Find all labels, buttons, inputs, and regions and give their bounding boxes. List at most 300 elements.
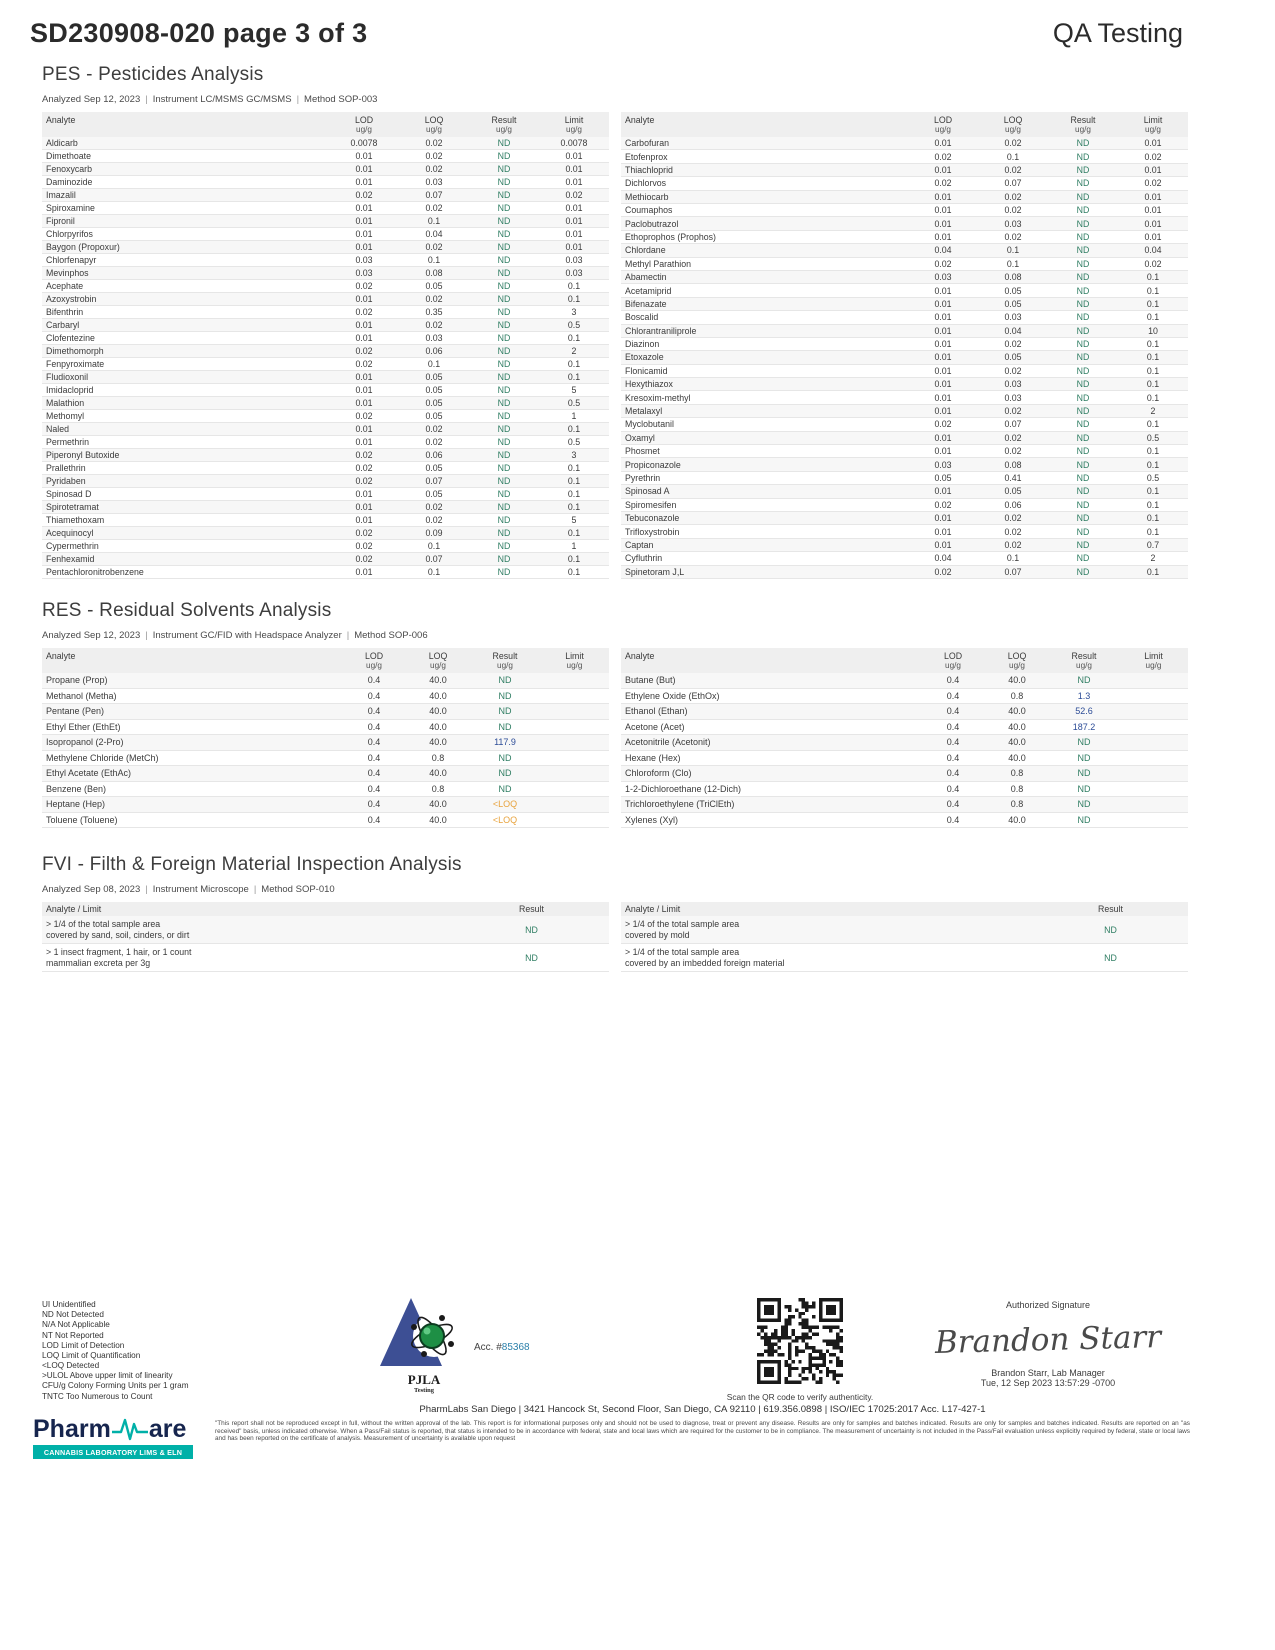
loq-value: 0.8 — [985, 781, 1049, 797]
result-value: ND — [1049, 766, 1119, 782]
limit-value: 0.1 — [1118, 284, 1188, 297]
pesticides-table-left — [42, 112, 609, 579]
result-value: ND — [1049, 781, 1119, 797]
limit-value — [1119, 719, 1188, 735]
table-row — [42, 488, 609, 501]
analyte-name: Benzene (Ben) — [42, 781, 342, 797]
analyte-name: Fenhexamid — [42, 553, 329, 566]
lod-value: 0.01 — [908, 404, 978, 417]
lod-value: 0.01 — [908, 485, 978, 498]
result-value: ND — [469, 345, 539, 358]
limit-value: 0.1 — [1118, 391, 1188, 404]
filth-table-left — [42, 902, 609, 972]
table-row — [621, 378, 1188, 391]
loq-value: 0.02 — [399, 241, 469, 254]
lod-value: 0.01 — [329, 501, 399, 514]
limit-value — [1119, 766, 1188, 782]
table-row — [621, 781, 1188, 797]
table-row — [42, 202, 609, 215]
table-row — [621, 538, 1188, 551]
loq-value: 40.0 — [406, 766, 470, 782]
table-row — [42, 332, 609, 345]
table-row — [42, 384, 609, 397]
analyte-name: Acetone (Acet) — [621, 719, 921, 735]
table-row — [621, 337, 1188, 350]
table-row — [621, 673, 1188, 688]
lod-value: 0.02 — [329, 462, 399, 475]
loq-value: 0.1 — [978, 150, 1048, 163]
divider — [140, 884, 152, 895]
table-row — [42, 228, 609, 241]
filth-table-right — [621, 902, 1188, 972]
analyte-name: Chloroform (Clo) — [621, 766, 921, 782]
analyte-name: Oxamyl — [621, 431, 908, 444]
result-value: ND — [469, 553, 539, 566]
table-row — [621, 812, 1188, 828]
lod-value: 0.02 — [329, 475, 399, 488]
lod-value: 0.02 — [908, 498, 978, 511]
table-row — [42, 150, 609, 163]
limit-value — [1119, 812, 1188, 828]
signature-handwriting: Brandon Starr — [934, 1319, 1162, 1361]
limit-value — [540, 704, 609, 720]
limit-value: 0.1 — [1118, 337, 1188, 350]
lod-value: 0.01 — [329, 293, 399, 306]
limit-value: 0.1 — [539, 462, 609, 475]
loq-value: 0.05 — [399, 462, 469, 475]
analyte-name: Toluene (Toluene) — [42, 812, 342, 828]
table-row — [621, 445, 1188, 458]
result-value: ND — [454, 944, 609, 972]
loq-value: 0.07 — [399, 189, 469, 202]
analyte-name: Pyrethrin — [621, 471, 908, 484]
result-value: ND — [469, 410, 539, 423]
lod-value: 0.4 — [342, 797, 406, 813]
lod-value: 0.01 — [908, 391, 978, 404]
col-result: Result ug/g — [469, 112, 539, 137]
loq-value: 0.08 — [978, 458, 1048, 471]
table-row — [621, 471, 1188, 484]
table-row — [42, 423, 609, 436]
limit-value: 0.01 — [539, 202, 609, 215]
result-value: ND — [469, 527, 539, 540]
result-value: ND — [469, 319, 539, 332]
loq-value: 0.07 — [399, 475, 469, 488]
limit-value: 0.02 — [539, 189, 609, 202]
limit-value — [1119, 781, 1188, 797]
result-value: ND — [454, 916, 609, 944]
analyte-name: Cyfluthrin — [621, 552, 908, 565]
limit-value: 0.1 — [539, 371, 609, 384]
col-analyte: Analyte — [42, 648, 342, 673]
result-value: ND — [1048, 217, 1118, 230]
pjla-name: PJLA — [407, 1372, 441, 1387]
result-value: ND — [469, 137, 539, 150]
col-limit: Limit ug/g — [540, 648, 609, 673]
loq-value: 0.02 — [978, 137, 1048, 150]
table-row — [621, 284, 1188, 297]
lod-value: 0.4 — [921, 781, 985, 797]
loq-value: 0.03 — [399, 176, 469, 189]
table-row — [42, 319, 609, 332]
divider — [249, 884, 261, 895]
table-row — [42, 345, 609, 358]
table-row — [42, 566, 609, 579]
result-value: <LOQ — [470, 797, 540, 813]
result-value: ND — [469, 423, 539, 436]
analyte-name: Chlorantraniliprole — [621, 324, 908, 337]
result-value: <LOQ — [470, 812, 540, 828]
lod-value: 0.4 — [921, 719, 985, 735]
analyte-name: Trifloxystrobin — [621, 525, 908, 538]
lod-value: 0.4 — [921, 688, 985, 704]
analyte-name: Spinosad D — [42, 488, 329, 501]
loq-value: 0.03 — [978, 311, 1048, 324]
limit-value: 0.01 — [1118, 230, 1188, 243]
table-row — [621, 404, 1188, 417]
limit-value — [540, 735, 609, 751]
limit-value: 5 — [539, 514, 609, 527]
analyte-name: Propiconazole — [621, 458, 908, 471]
limit-value: 0.1 — [1118, 445, 1188, 458]
legend-item: N/A Not Applicable — [42, 1320, 110, 1330]
result-value: ND — [469, 215, 539, 228]
table-row — [42, 410, 609, 423]
limit-value: 0.1 — [1118, 351, 1188, 364]
table-row — [42, 797, 609, 813]
analyte-name: Clofentezine — [42, 332, 329, 345]
loq-value: 0.02 — [399, 436, 469, 449]
limit-value: 0.1 — [1118, 511, 1188, 524]
loq-value: 0.02 — [978, 190, 1048, 203]
table-row — [621, 391, 1188, 404]
lod-value: 0.01 — [329, 150, 399, 163]
limit-value: 0.1 — [539, 553, 609, 566]
loq-value: 40.0 — [985, 812, 1049, 828]
analyte-name: Methyl Parathion — [621, 257, 908, 270]
result-value: ND — [1048, 190, 1118, 203]
analyte-name: Trichloroethylene (TriClEth) — [621, 797, 921, 813]
analyte-name: Propane (Prop) — [42, 673, 342, 688]
solvents-section — [42, 600, 1188, 828]
lod-value: 0.01 — [329, 202, 399, 215]
analyte-name: Fenoxycarb — [42, 163, 329, 176]
qr-code — [757, 1298, 843, 1384]
limit-value — [1119, 673, 1188, 688]
limit-value: 0.01 — [539, 228, 609, 241]
authorized-signature-label: Authorized Signature — [1005, 1300, 1091, 1310]
loq-value: 0.05 — [978, 351, 1048, 364]
loq-value: 0.06 — [399, 345, 469, 358]
table-row — [42, 553, 609, 566]
limit-value: 0.02 — [1118, 150, 1188, 163]
table-row — [621, 458, 1188, 471]
lod-value: 0.02 — [329, 358, 399, 371]
col-analyte: Analyte — [621, 112, 908, 137]
limit-value: 0.04 — [1118, 244, 1188, 257]
loq-value: 40.0 — [406, 688, 470, 704]
result-value: ND — [469, 293, 539, 306]
loq-value: 0.08 — [399, 267, 469, 280]
col-loq: LOQ ug/g — [406, 648, 470, 673]
result-value: ND — [469, 514, 539, 527]
limit-value: 0.1 — [539, 293, 609, 306]
limit-value: 0.01 — [539, 176, 609, 189]
qr-caption: Scan the QR code to verify authenticity. — [726, 1392, 874, 1402]
loq-value: 0.02 — [399, 137, 469, 150]
limit-value: 0.03 — [539, 254, 609, 267]
table-row — [42, 189, 609, 202]
lod-value: 0.4 — [342, 735, 406, 751]
table-row — [621, 324, 1188, 337]
analyte-name: Imidacloprid — [42, 384, 329, 397]
limit-value: 0.1 — [1118, 311, 1188, 324]
col-limit: Limit ug/g — [539, 112, 609, 137]
analyte-name: Permethrin — [42, 436, 329, 449]
page-title: SD230908-020 page 3 of 3 — [30, 18, 368, 48]
table-row — [42, 735, 609, 751]
signature-timestamp: Tue, 12 Sep 2023 13:57:29 -0700 — [980, 1378, 1116, 1388]
col-result: Result — [1033, 902, 1188, 916]
loq-value: 0.02 — [978, 203, 1048, 216]
table-row — [621, 257, 1188, 270]
table-row — [42, 673, 609, 688]
limit-value: 0.5 — [539, 436, 609, 449]
table-row — [42, 358, 609, 371]
loq-value: 40.0 — [985, 673, 1049, 688]
loq-value: 40.0 — [985, 704, 1049, 720]
result-value: ND — [469, 254, 539, 267]
loq-value: 40.0 — [406, 673, 470, 688]
analyte-name: Paclobutrazol — [621, 217, 908, 230]
result-value: ND — [1048, 244, 1118, 257]
lod-value: 0.01 — [329, 163, 399, 176]
lod-value: 0.4 — [921, 673, 985, 688]
loq-value: 0.05 — [978, 284, 1048, 297]
table-row — [621, 163, 1188, 176]
table-row — [621, 525, 1188, 538]
lod-value: 0.4 — [342, 673, 406, 688]
loq-value: 40.0 — [985, 719, 1049, 735]
limit-value — [540, 797, 609, 813]
loq-value: 0.05 — [399, 280, 469, 293]
table-row — [621, 203, 1188, 216]
limit-value: 0.01 — [539, 215, 609, 228]
table-row — [621, 552, 1188, 565]
lod-value: 0.03 — [329, 254, 399, 267]
table-row — [621, 735, 1188, 751]
solvents-table-right — [621, 648, 1188, 828]
lod-value: 0.02 — [329, 540, 399, 553]
lod-value: 0.01 — [908, 297, 978, 310]
analyte-name: Imazalil — [42, 189, 329, 202]
analyte-name: Fipronil — [42, 215, 329, 228]
loq-value: 0.1 — [978, 257, 1048, 270]
lod-value: 0.02 — [908, 565, 978, 579]
acc-label: Acc. # — [474, 1342, 502, 1353]
analyte-name: Methylene Chloride (MetCh) — [42, 750, 342, 766]
limit-value: 0.1 — [1118, 458, 1188, 471]
lod-value: 0.02 — [908, 150, 978, 163]
result-value: ND — [1048, 297, 1118, 310]
section-title-filth: FVI - Filth & Foreign Material Inspection Analysis — [42, 854, 462, 875]
lod-value: 0.4 — [342, 812, 406, 828]
limit-value: 0.01 — [539, 163, 609, 176]
legend-item: LOQ Limit of Quantification — [42, 1350, 141, 1360]
pharmware-text-2: are — [148, 1414, 187, 1443]
loq-value: 0.02 — [399, 202, 469, 215]
lod-value: 0.01 — [329, 397, 399, 410]
result-value: ND — [1048, 418, 1118, 431]
loq-value: 0.02 — [399, 150, 469, 163]
limit-value: 3 — [539, 306, 609, 319]
result-value: ND — [1048, 498, 1118, 511]
lod-value: 0.01 — [329, 384, 399, 397]
legend-item: NT Not Reported — [42, 1330, 104, 1340]
col-limit: Limit ug/g — [1118, 112, 1188, 137]
limit-value: 0.03 — [539, 267, 609, 280]
limit-value — [540, 750, 609, 766]
analyte-name: Naled — [42, 423, 329, 436]
result-value: ND — [1033, 944, 1188, 972]
result-value: ND — [1048, 525, 1118, 538]
result-value: ND — [469, 332, 539, 345]
limit-value: 0.1 — [539, 527, 609, 540]
lod-value: 0.01 — [329, 228, 399, 241]
lod-value: 0.01 — [908, 311, 978, 324]
limit-value: 0.1 — [539, 280, 609, 293]
limit-value: 0.1 — [1118, 525, 1188, 538]
result-value: ND — [469, 462, 539, 475]
loq-value: 0.02 — [399, 163, 469, 176]
loq-value: 0.02 — [978, 525, 1048, 538]
limit-value: 0.1 — [1118, 364, 1188, 377]
lod-value: 0.4 — [342, 704, 406, 720]
table-row — [42, 462, 609, 475]
result-value: ND — [469, 176, 539, 189]
table-row — [621, 944, 1188, 972]
result-value: ND — [1048, 404, 1118, 417]
loq-value: 0.03 — [978, 378, 1048, 391]
loq-value: 0.02 — [399, 423, 469, 436]
lod-value: 0.01 — [908, 284, 978, 297]
legend-item: >ULOL Above upper limit of linearity — [42, 1371, 173, 1381]
analyte-name: Mevinphos — [42, 267, 329, 280]
loq-value: 0.02 — [978, 337, 1048, 350]
loq-value: 0.05 — [399, 488, 469, 501]
table-row — [621, 511, 1188, 524]
analyte-name: Carbofuran — [621, 137, 908, 150]
limit-value: 0.1 — [1118, 378, 1188, 391]
limit-value: 0.01 — [1118, 217, 1188, 230]
filth-limit-text: > 1 insect fragment, 1 hair, or 1 count mammalian excreta per 3g — [42, 944, 454, 972]
lod-value: 0.01 — [908, 364, 978, 377]
loq-value: 0.05 — [978, 485, 1048, 498]
pesticides-table-right — [621, 112, 1188, 579]
result-value: ND — [469, 189, 539, 202]
result-value: ND — [1048, 378, 1118, 391]
solvents-meta — [42, 630, 1188, 641]
table-row — [42, 812, 609, 828]
loq-value: 0.02 — [978, 404, 1048, 417]
loq-value: 40.0 — [406, 735, 470, 751]
analyte-name: Tebuconazole — [621, 511, 908, 524]
limit-value: 1 — [539, 410, 609, 423]
table-row — [621, 230, 1188, 243]
analyte-name: Methiocarb — [621, 190, 908, 203]
loq-value: 0.03 — [399, 332, 469, 345]
lod-value: 0.4 — [921, 797, 985, 813]
analyte-name: Dichlorvos — [621, 177, 908, 190]
table-row — [42, 527, 609, 540]
table-row — [621, 688, 1188, 704]
lod-value: 0.04 — [908, 552, 978, 565]
col-limit: Limit ug/g — [1119, 648, 1188, 673]
loq-value: 0.02 — [978, 431, 1048, 444]
result-value: ND — [470, 766, 540, 782]
loq-value: 0.02 — [978, 538, 1048, 551]
result-value: ND — [469, 202, 539, 215]
table-row — [621, 418, 1188, 431]
table-row — [42, 514, 609, 527]
limit-value: 0.02 — [1118, 257, 1188, 270]
analyte-name: Fenpyroximate — [42, 358, 329, 371]
limit-value: 0.01 — [1118, 190, 1188, 203]
analyte-name: Etoxazole — [621, 351, 908, 364]
table-row — [42, 750, 609, 766]
analyte-name: Azoxystrobin — [42, 293, 329, 306]
limit-value: 0.1 — [1118, 565, 1188, 579]
result-value: ND — [469, 371, 539, 384]
lod-value: 0.02 — [908, 257, 978, 270]
lod-value: 0.4 — [921, 704, 985, 720]
result-value: ND — [469, 397, 539, 410]
analyte-name: Butane (But) — [621, 673, 921, 688]
loq-value: 0.08 — [978, 270, 1048, 283]
table-row — [42, 371, 609, 384]
table-row — [42, 397, 609, 410]
limit-value — [540, 766, 609, 782]
table-row — [621, 311, 1188, 324]
lod-value: 0.02 — [329, 410, 399, 423]
analyte-name: Diazinon — [621, 337, 908, 350]
lod-value: 0.01 — [908, 511, 978, 524]
loq-value: 0.03 — [978, 217, 1048, 230]
method: Method SOP-003 — [304, 94, 378, 105]
result-value: ND — [469, 566, 539, 579]
lod-value: 0.01 — [908, 445, 978, 458]
pulse-wave-icon — [112, 1416, 148, 1442]
analyzed-date: Analyzed Sep 12, 2023 — [42, 630, 141, 641]
result-value: ND — [469, 540, 539, 553]
table-row — [42, 436, 609, 449]
result-value: ND — [470, 673, 540, 688]
solvents-table-left — [42, 648, 609, 828]
table-row — [621, 217, 1188, 230]
loq-value: 0.02 — [978, 445, 1048, 458]
loq-value: 0.05 — [399, 371, 469, 384]
result-value: ND — [1048, 137, 1118, 150]
table-row — [42, 916, 609, 944]
analyte-name: Carbaryl — [42, 319, 329, 332]
lod-value: 0.4 — [921, 812, 985, 828]
result-value: ND — [1048, 351, 1118, 364]
lod-value: 0.4 — [342, 750, 406, 766]
lod-value: 0.03 — [908, 458, 978, 471]
col-loq: LOQ ug/g — [978, 112, 1048, 137]
loq-value: 0.02 — [399, 514, 469, 527]
lod-value: 0.01 — [908, 163, 978, 176]
